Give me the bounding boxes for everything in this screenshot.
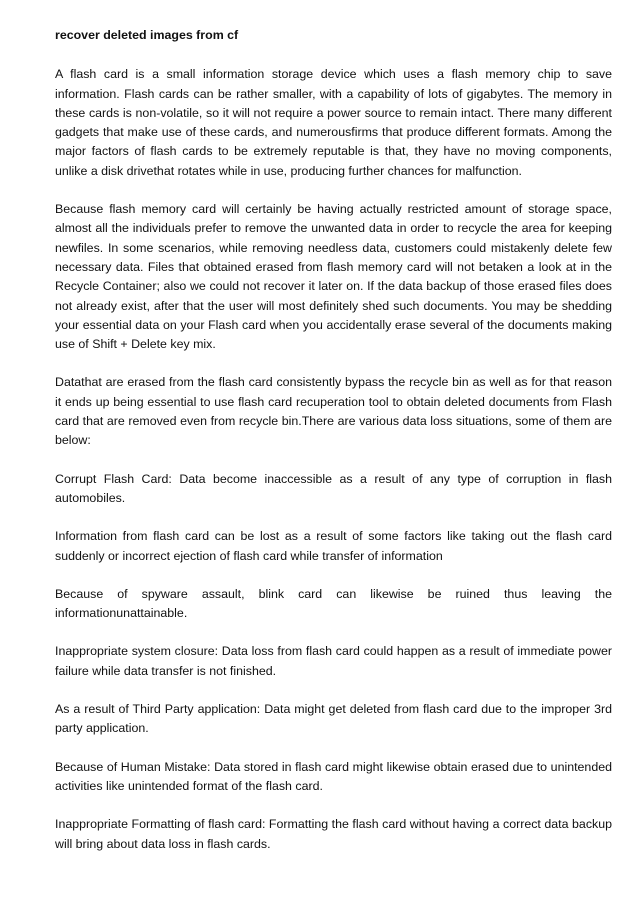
paragraph-third-party: As a result of Third Party application: Data might get deleted from flash card due to the improper 3rd party application. (55, 702, 612, 736)
paragraph-formatting: Inappropriate Formatting of flash card: Formatting the flash card without having a correct data backup will bring about data loss in flash cards. (55, 817, 612, 851)
document-body (55, 65, 612, 854)
paragraph-storage-limits: Because flash memory card will certainly be having actually restricted amount of storage space, almost all the individuals prefer to remove the unwanted data in order to recycle the area for keeping newfiles. In some scenarios, while removing needless data, customers could mistakenly delete few necessary data. Files that obtained erased from flash memory card will not betaken a look at in the Recycle Container; also we could not recover it later on. If the data backup of those erased files does not already exist, after that the user will most definitely shed such documents. You may be shedding your essential data on your Flash card when you accidentally erase several of the documents making use of Shift + Delete key mix. (55, 202, 612, 352)
paragraph-spyware: Because of spyware assault, blink card can likewise be ruined thus leaving the informationunattainable. (55, 586, 612, 621)
document-title: recover deleted images from cf (55, 28, 239, 42)
paragraph-intro: A flash card is a small information storage device which uses a flash memory chip to save information. Flash cards can be rather smaller, with a capability of lots of gigabytes. The memory in these cards is non-volatile, so it will not require a power source to remain intact. There many different gadgets that make use of these cards, and numerousfirms that produce different formats. Among the major factors of flash cards to be extremely reputable is that, they have no moving components, unlike a disk drivethat rotates while in use, producing further chances for malfunction. (55, 67, 612, 178)
paragraph-recycle-bin: Datathat are erased from the flash card consistently bypass the recycle bin as well as for that reason it ends up being essential to use flash card recuperation tool to obtain deleted documents from Flash card that are removed even from recycle bin.There are various data loss situations, some of them are below: (55, 375, 612, 448)
paragraph-corrupt-card: Corrupt Flash Card: Data become inaccessible as a result of any type of corruption in flash automobiles. (55, 471, 612, 505)
paragraph-human-mistake: Because of Human Mistake: Data stored in flash card might likewise obtain erased due to unintended activities like unintended format of the flash card. (55, 759, 612, 793)
paragraph-ejection: Information from flash card can be lost as a result of some factors like taking out the flash card suddenly or incorrect ejection of flash card while transfer of information (55, 529, 612, 563)
paragraph-system-closure: Inappropriate system closure: Data loss from flash card could happen as a result of immediate power failure while data transfer is not finished. (55, 644, 612, 678)
